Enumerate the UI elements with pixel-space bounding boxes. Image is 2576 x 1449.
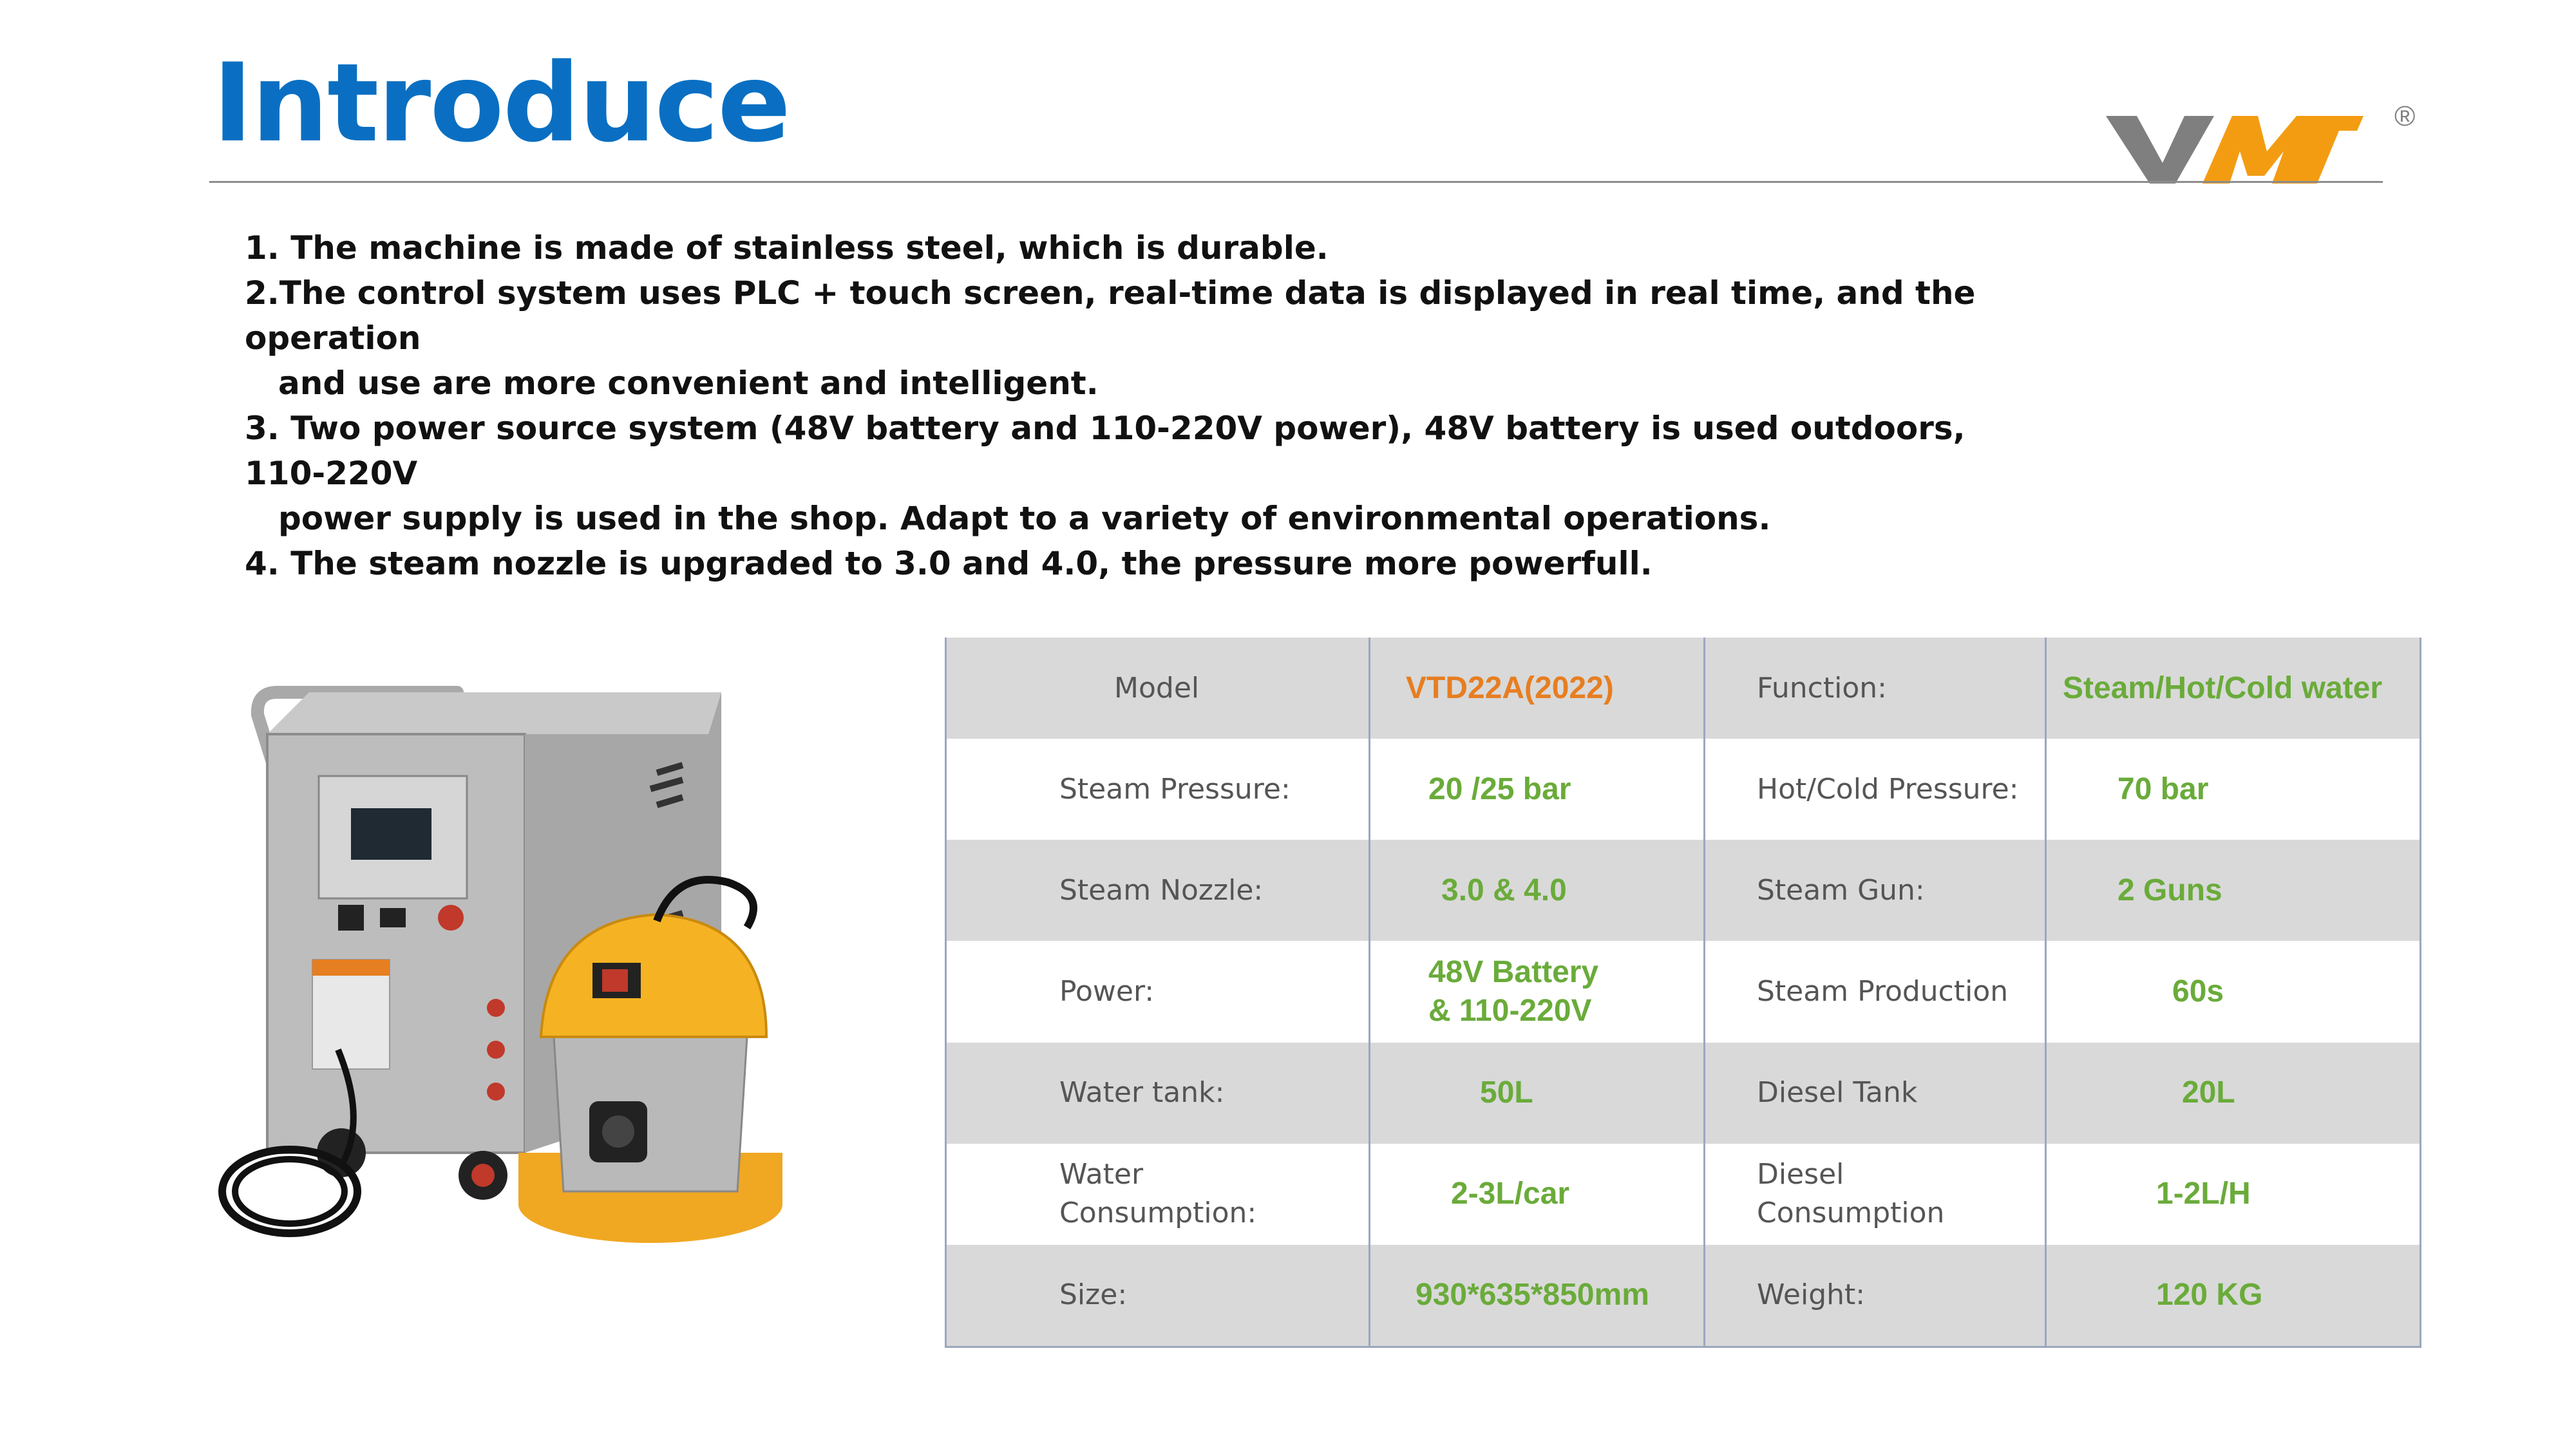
spec-label: Model bbox=[946, 638, 1370, 739]
intro-point-4: 4. The steam nozzle is upgraded to 3.0 and 4.0, the pressure more powerfull. bbox=[245, 545, 1653, 582]
spec-label: Water tank: bbox=[946, 1043, 1370, 1144]
product-photo bbox=[213, 638, 805, 1249]
spec-row-size bbox=[946, 1245, 2421, 1347]
spec-label: Weight: bbox=[1705, 1245, 2046, 1347]
spec-row-nozzle bbox=[946, 840, 2421, 941]
spec-row-power bbox=[946, 941, 2421, 1042]
header-divider bbox=[209, 181, 2383, 183]
intro-point-3-continued: power supply is used in the shop. Adapt to a variety of environmental operations. bbox=[278, 500, 1771, 537]
spec-table bbox=[945, 638, 2421, 1348]
spec-label: Steam Production bbox=[1705, 941, 2046, 1042]
spec-value: 70 bar bbox=[2046, 739, 2421, 840]
spec-label: Diesel Tank bbox=[1705, 1043, 2046, 1144]
spec-value-line: 48V Battery bbox=[1428, 954, 1599, 989]
intro-point-3: 3. Two power source system (48V battery and 110-220V power), 48V battery is used outdoors, 110-220V bbox=[245, 410, 1965, 492]
spec-label: Steam Nozzle: bbox=[946, 840, 1370, 941]
spec-label: Power: bbox=[946, 941, 1370, 1042]
intro-list bbox=[245, 225, 1984, 586]
spec-value: 1-2L/H bbox=[2046, 1144, 2421, 1245]
spec-value: VTD22A(2022) bbox=[1370, 638, 1705, 739]
spec-label: Diesel Consumption bbox=[1705, 1144, 2046, 1245]
spec-value-line: & 110-220V bbox=[1428, 993, 1592, 1028]
spec-label: Steam Gun: bbox=[1705, 840, 2046, 941]
spec-value: Steam/Hot/Cold water bbox=[2046, 638, 2421, 739]
spec-value: 20 /25 bar bbox=[1370, 739, 1705, 840]
spec-value: 3.0 & 4.0 bbox=[1370, 840, 1705, 941]
spec-label: Hot/Cold Pressure: bbox=[1705, 739, 2046, 840]
spec-label: Size: bbox=[946, 1245, 1370, 1347]
spec-value bbox=[1370, 941, 1705, 1042]
intro-point-2-continued: and use are more convenient and intelligent. bbox=[278, 365, 1099, 402]
intro-point-1: 1. The machine is made of stainless steel, which is durable. bbox=[245, 229, 1329, 267]
intro-point-2: 2.The control system uses PLC + touch screen, real-time data is displayed in real time, and the operation bbox=[245, 274, 1976, 357]
spec-label: Steam Pressure: bbox=[946, 739, 1370, 840]
registered-mark: ® bbox=[2394, 100, 2415, 132]
spec-value: 2-3L/car bbox=[1370, 1144, 1705, 1245]
spec-row-tank bbox=[946, 1043, 2421, 1144]
spec-row-pressure bbox=[946, 739, 2421, 840]
spec-label: Function: bbox=[1705, 638, 2046, 739]
spec-value: 2 Guns bbox=[2046, 840, 2421, 941]
spec-value: 930*635*850mm bbox=[1370, 1245, 1705, 1347]
spec-value: 120 KG bbox=[2046, 1245, 2421, 1347]
spec-value: 50L bbox=[1370, 1043, 1705, 1144]
spec-row-consumption bbox=[946, 1144, 2421, 1245]
spec-label: Water Consumption: bbox=[946, 1144, 1370, 1245]
page-title: Introduce bbox=[213, 40, 790, 166]
spec-row-model bbox=[946, 638, 2421, 739]
spec-value: 20L bbox=[2046, 1043, 2421, 1144]
vmt-logo bbox=[2106, 87, 2415, 184]
spec-value: 60s bbox=[2046, 941, 2421, 1042]
